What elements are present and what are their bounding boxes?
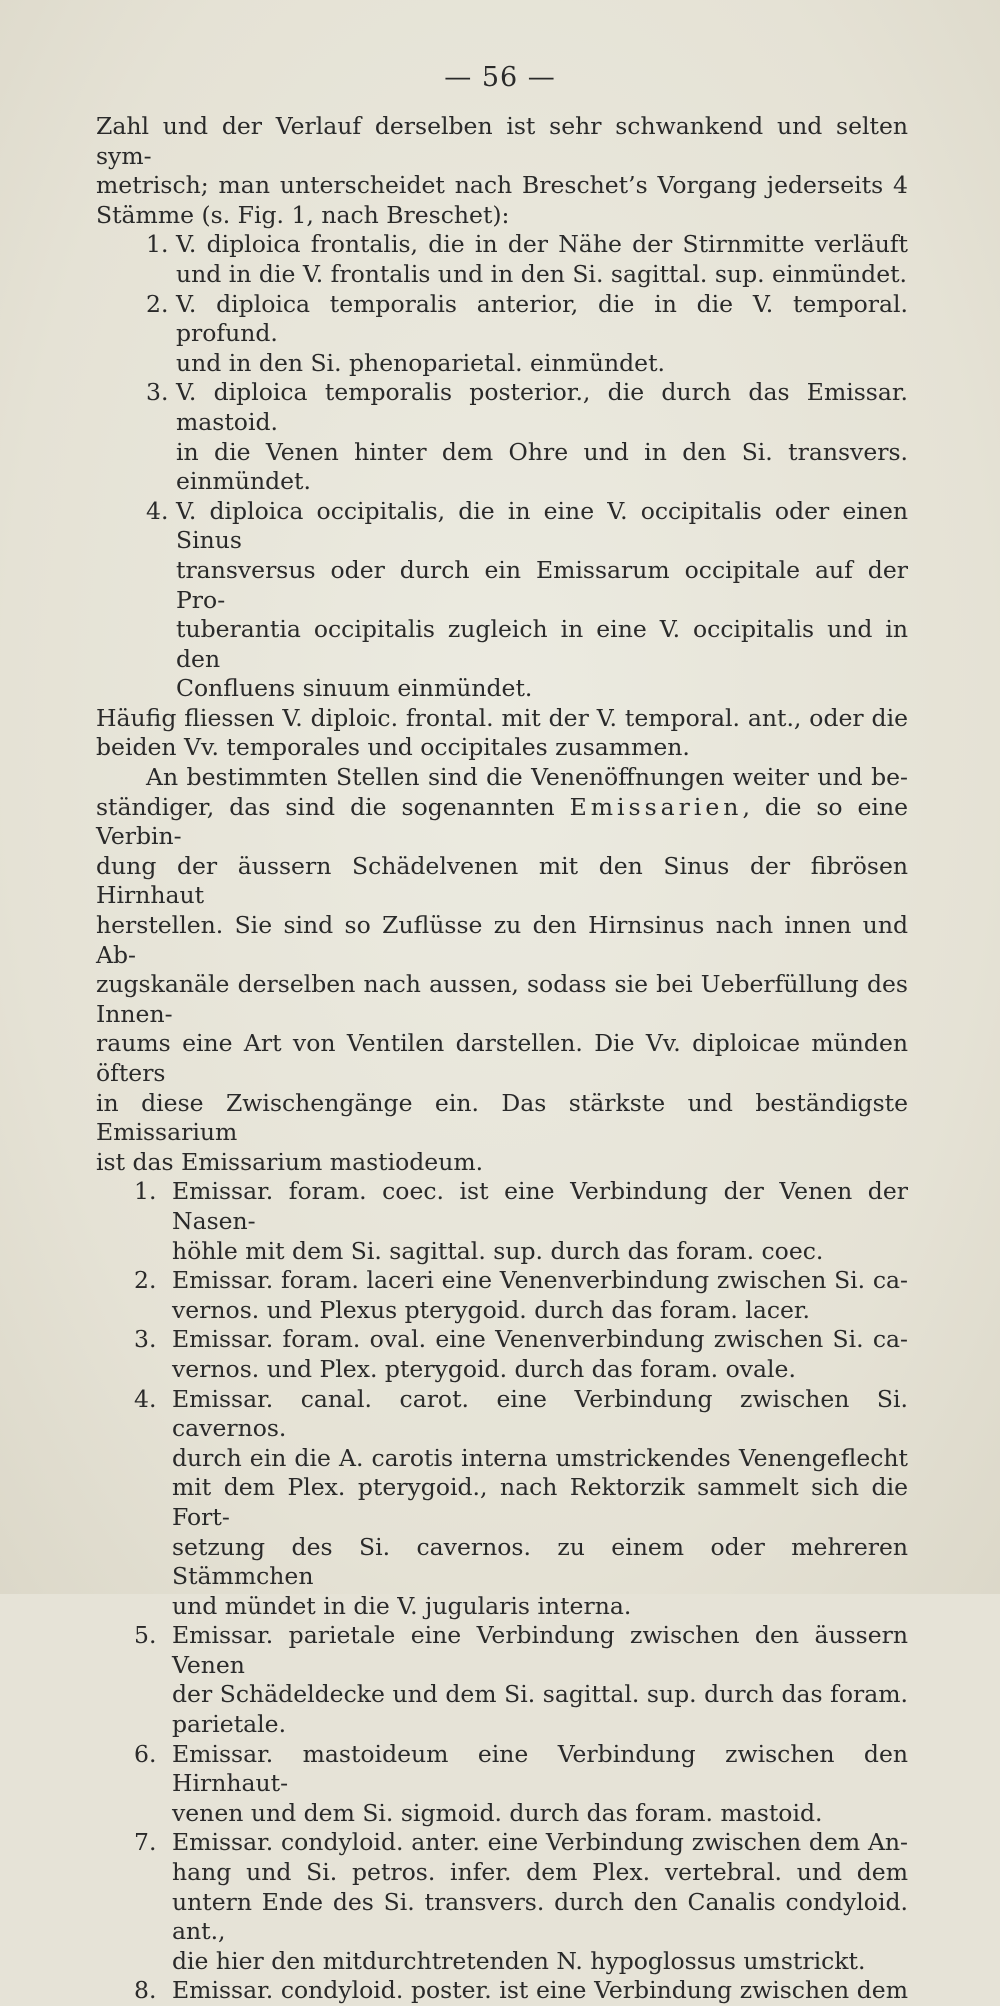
list-item-line: 7. Emissar. condyloid. anter. eine Verbindung zwischen dem An- bbox=[134, 1828, 908, 1857]
list-item-line: der Schädeldecke und dem Si. sagittal. sup. durch das foram. bbox=[172, 1680, 908, 1709]
text-line: raums eine Art von Ventilen darstellen. Die Vv. diploicae münden öfters bbox=[96, 1029, 908, 1087]
list-item-number: 5. bbox=[134, 1621, 157, 1650]
list-item-line: und mündet in die V. jugularis interna. bbox=[172, 1591, 632, 1620]
text-line: ständiger, das sind die sogenannten Emissarien, die so eine Verbin- bbox=[96, 792, 908, 851]
list-item bbox=[96, 290, 908, 379]
list-item-line: parietale. bbox=[172, 1710, 287, 1739]
text-line: herstellen. Sie sind so Zuflüsse zu den Hirnsinus nach innen und Ab- bbox=[96, 911, 908, 969]
text-line: Häufig fliessen V. diploic. frontal. mit der V. temporal. ant., oder die bbox=[96, 703, 908, 732]
list-item-line: Confluens sinuum einmündet. bbox=[176, 674, 533, 703]
list-item-line: untern Ende des Si. transvers. durch den Canalis condyloid. ant., bbox=[172, 1887, 908, 1946]
list-item-number: 4. bbox=[146, 496, 169, 525]
list-item-line: 4. Emissar. canal. carot. eine Verbindung zwischen Si. cavernos. bbox=[134, 1384, 908, 1443]
venae-diploicae-list bbox=[96, 230, 908, 704]
list-item bbox=[96, 1621, 908, 1739]
list-item bbox=[96, 1828, 908, 1976]
spaced-term: Emissarien bbox=[569, 792, 743, 821]
list-item-number: 4. bbox=[134, 1384, 157, 1413]
list-item bbox=[96, 230, 908, 289]
body-text bbox=[96, 112, 908, 2006]
list-item-line: und in die V. frontalis und in den Si. sagittal. sup. einmündet. bbox=[176, 259, 908, 288]
emissarien-paragraph bbox=[96, 763, 908, 1177]
list-item-number: 3. bbox=[146, 378, 169, 407]
list-item bbox=[96, 1177, 908, 1266]
list-item bbox=[96, 378, 908, 496]
list-item-line: 6. Emissar. mastoideum eine Verbindung zwischen den Hirnhaut- bbox=[134, 1739, 908, 1798]
list-item-line: 1. V. diploica frontalis, die in der Nähe der Stirnmitte verläuft bbox=[146, 230, 908, 259]
list-item-line: durch ein die A. carotis interna umstrickendes Venengeflecht bbox=[172, 1443, 908, 1472]
text-line: dung der äussern Schädelvenen mit den Sinus der fibrösen Hirnhaut bbox=[96, 851, 908, 910]
list-item-line: hang und Si. petros. infer. dem Plex. vertebral. und dem bbox=[172, 1858, 908, 1887]
list-item-line: tuberantia occipitalis zugleich in eine V. occipitalis und in den bbox=[176, 615, 908, 673]
list-item-line: 5. Emissar. parietale eine Verbindung zwischen den äussern Venen bbox=[134, 1621, 908, 1679]
text-line: zugskanäle derselben nach aussen, sodass sie bei Ueberfüllung des Innen- bbox=[96, 970, 908, 1028]
list-item-line: mit dem Plex. pterygoid., nach Rektorzik sammelt sich die Fort- bbox=[172, 1473, 908, 1531]
list-item-line: venen und dem Si. sigmoid. durch das foram. mastoid. bbox=[172, 1798, 823, 1827]
list-item bbox=[96, 1325, 908, 1384]
list-item-number: 1. bbox=[134, 1177, 157, 1206]
list-item-line: setzung des Si. cavernos. zu einem oder mehreren Stämmchen bbox=[172, 1532, 908, 1591]
list-item-line: die hier den mitdurchtretenden N. hypoglossus umstrickt. bbox=[172, 1946, 866, 1975]
text-line: An bestimmten Stellen sind die Venenöffnungen weiter und be- bbox=[146, 763, 908, 792]
list-item-line: in die Venen hinter dem Ohre und in den Si. transvers. einmündet. bbox=[176, 437, 908, 496]
list-item bbox=[96, 1266, 908, 1325]
list-item bbox=[96, 1976, 908, 2006]
list-item-line: höhle mit dem Si. sagittal. sup. durch das foram. coec. bbox=[172, 1236, 824, 1265]
list-item-number: 2. bbox=[134, 1266, 157, 1295]
list-item-line: und in den Si. phenoparietal. einmündet. bbox=[176, 348, 665, 377]
list-item-number: 7. bbox=[134, 1828, 157, 1857]
text-line: metrisch; man unterscheidet nach Breschet’s Vorgang jederseits 4 bbox=[96, 171, 908, 200]
text-line: Zahl und der Verlauf derselben ist sehr schwankend und selten sym- bbox=[96, 112, 908, 170]
list-item-line: vernos. und Plex. pterygoid. durch das foram. ovale. bbox=[172, 1354, 796, 1383]
list-item-line: 3. V. diploica temporalis posterior., die durch das Emissar. mastoid. bbox=[146, 378, 908, 436]
list-item-line: 2. Emissar. foram. laceri eine Venenverbindung zwischen Si. ca- bbox=[134, 1266, 908, 1295]
list-item bbox=[96, 497, 908, 704]
list-item-line: vernos. und Plexus pterygoid. durch das foram. lacer. bbox=[172, 1295, 811, 1324]
list-item-number: 8. bbox=[134, 1976, 157, 2005]
list-item bbox=[96, 1385, 908, 1622]
list-item bbox=[96, 1740, 908, 1829]
list-item-number: 3. bbox=[134, 1325, 157, 1354]
list-item-number: 1. bbox=[146, 230, 169, 259]
list-item-line: 4. V. diploica occipitalis, die in eine V. occipitalis oder einen Sinus bbox=[146, 496, 908, 555]
emissaria-list bbox=[96, 1177, 908, 2006]
text-line: in diese Zwischengänge ein. Das stärkste und beständigste Emissarium bbox=[96, 1088, 908, 1147]
page-number: — 56 — bbox=[444, 62, 556, 93]
list-item-number: 6. bbox=[134, 1739, 157, 1768]
text-line: Stämme (s. Fig. 1, nach Breschet): bbox=[96, 200, 510, 229]
list-item-line: 2. V. diploica temporalis anterior, die in die V. temporal. profund. bbox=[146, 289, 908, 348]
list-item-number: 2. bbox=[146, 289, 169, 318]
list-item-line: 8. Emissar. condyloid. poster. ist eine Verbindung zwischen dem bbox=[134, 1976, 908, 2005]
text-line: ist das Emissarium mastiodeum. bbox=[96, 1147, 484, 1176]
list-item-line: 1. Emissar. foram. coec. ist eine Verbindung der Venen der Nasen- bbox=[134, 1177, 908, 1235]
list-item-line: transversus oder durch ein Emissarum occipitale auf der Pro- bbox=[176, 555, 908, 614]
list-item-line: 3. Emissar. foram. oval. eine Venenverbindung zwischen Si. ca- bbox=[134, 1325, 908, 1354]
text-line: beiden Vv. temporales und occipitales zusammen. bbox=[96, 733, 690, 762]
